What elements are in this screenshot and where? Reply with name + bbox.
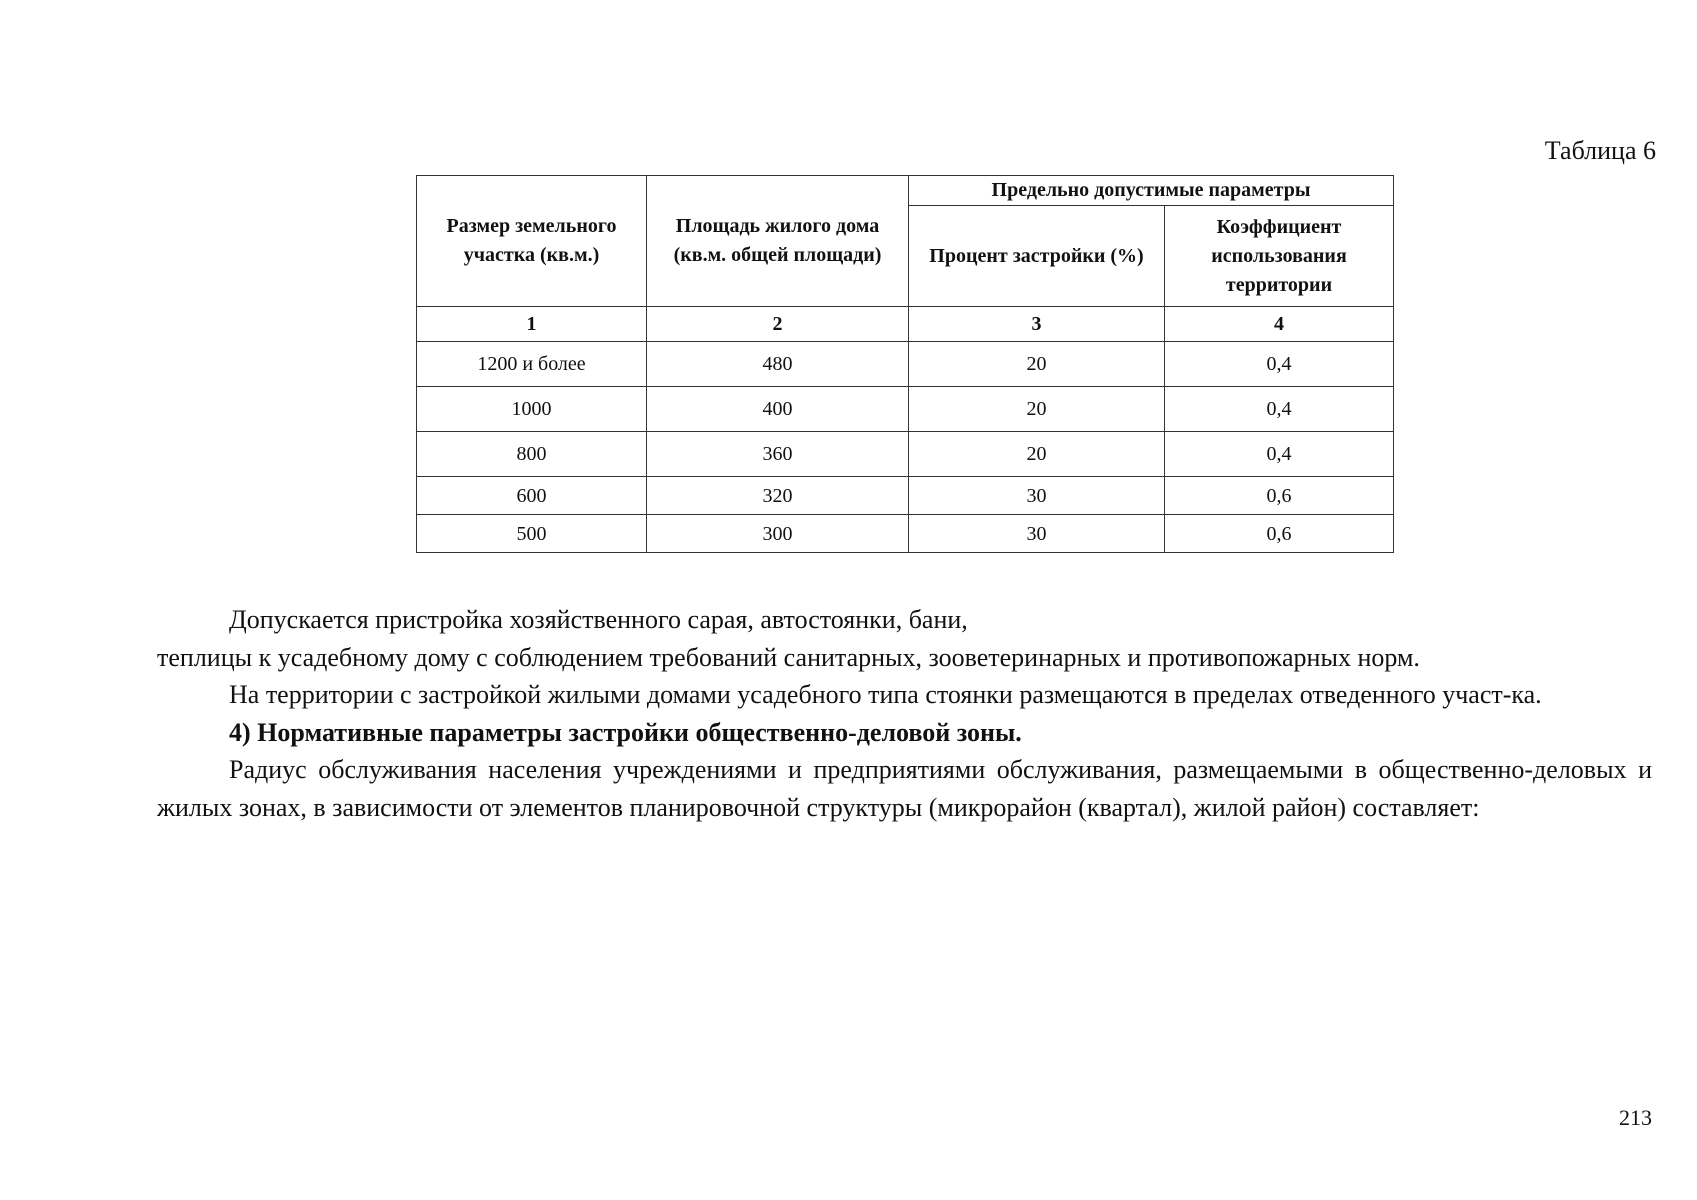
cell-build-percent: 20 [909, 387, 1165, 432]
cell-plot-size: 1200 и более [417, 342, 647, 387]
cell-build-percent: 30 [909, 515, 1165, 553]
table-header-row [417, 176, 1394, 206]
cell-plot-size: 600 [417, 477, 647, 515]
column-number-row [417, 307, 1394, 342]
cell-plot-size: 800 [417, 432, 647, 477]
cell-usage-coefficient: 0,6 [1165, 515, 1394, 553]
cell-plot-size: 1000 [417, 387, 647, 432]
paragraph-extension-line2: теплицы к усадебному дому с соблюдением требований санитарных, зооветеринарных и противопожарных норм. [157, 642, 1420, 672]
cell-house-area: 360 [647, 432, 909, 477]
header-group-limits: Предельно допустимые параметры [909, 176, 1394, 206]
cell-house-area: 400 [647, 387, 909, 432]
cell-usage-coefficient: 0,4 [1165, 342, 1394, 387]
header-plot-size: Размер земельного участка (кв.м.) [417, 176, 647, 307]
paragraph-extension-line1: Допускается пристройка хозяйственного сарая, автостоянки, бани, [229, 605, 968, 634]
cell-plot-size: 500 [417, 515, 647, 553]
cell-usage-coefficient: 0,4 [1165, 387, 1394, 432]
cell-build-percent: 20 [909, 432, 1165, 477]
cell-house-area: 300 [647, 515, 909, 553]
cell-house-area: 480 [647, 342, 909, 387]
parameters-table [416, 175, 1394, 553]
paragraph-parking: На территории с застройкой жилыми домами усадебного типа стоянки размещаются в пределах отведенного участ-ка. [229, 680, 1542, 709]
table-row [417, 515, 1394, 553]
table-row [417, 387, 1394, 432]
column-number: 3 [909, 307, 1165, 342]
page-number: 213 [1619, 1105, 1652, 1130]
cell-usage-coefficient: 0,6 [1165, 477, 1394, 515]
header-build-percent: Процент застройки (%) [909, 206, 1165, 307]
cell-build-percent: 20 [909, 342, 1165, 387]
column-number: 2 [647, 307, 909, 342]
table-row [417, 477, 1394, 515]
table-row [417, 432, 1394, 477]
table-caption: Таблица 6 [1544, 136, 1656, 165]
parameters-table-container [416, 175, 1393, 553]
column-number: 1 [417, 307, 647, 342]
header-usage-coefficient: Коэффициент использования территории [1165, 206, 1394, 307]
column-number: 4 [1165, 307, 1394, 342]
cell-build-percent: 30 [909, 477, 1165, 515]
header-house-area: Площадь жилого дома (кв.м. общей площади) [647, 176, 909, 307]
body-text [157, 601, 1652, 826]
section-heading: 4) Нормативные параметры застройки общественно-деловой зоны. [229, 717, 1022, 747]
cell-house-area: 320 [647, 477, 909, 515]
paragraph-service-radius: Радиус обслуживания населения учреждениями и предприятиями обслуживания, размещаемыми в общественно-деловых и жилых зонах, в зависимости от элементов планировочной структуры (микрорайон (квартал), жилой район) составляет: [157, 755, 1652, 822]
cell-usage-coefficient: 0,4 [1165, 432, 1394, 477]
table-row [417, 342, 1394, 387]
